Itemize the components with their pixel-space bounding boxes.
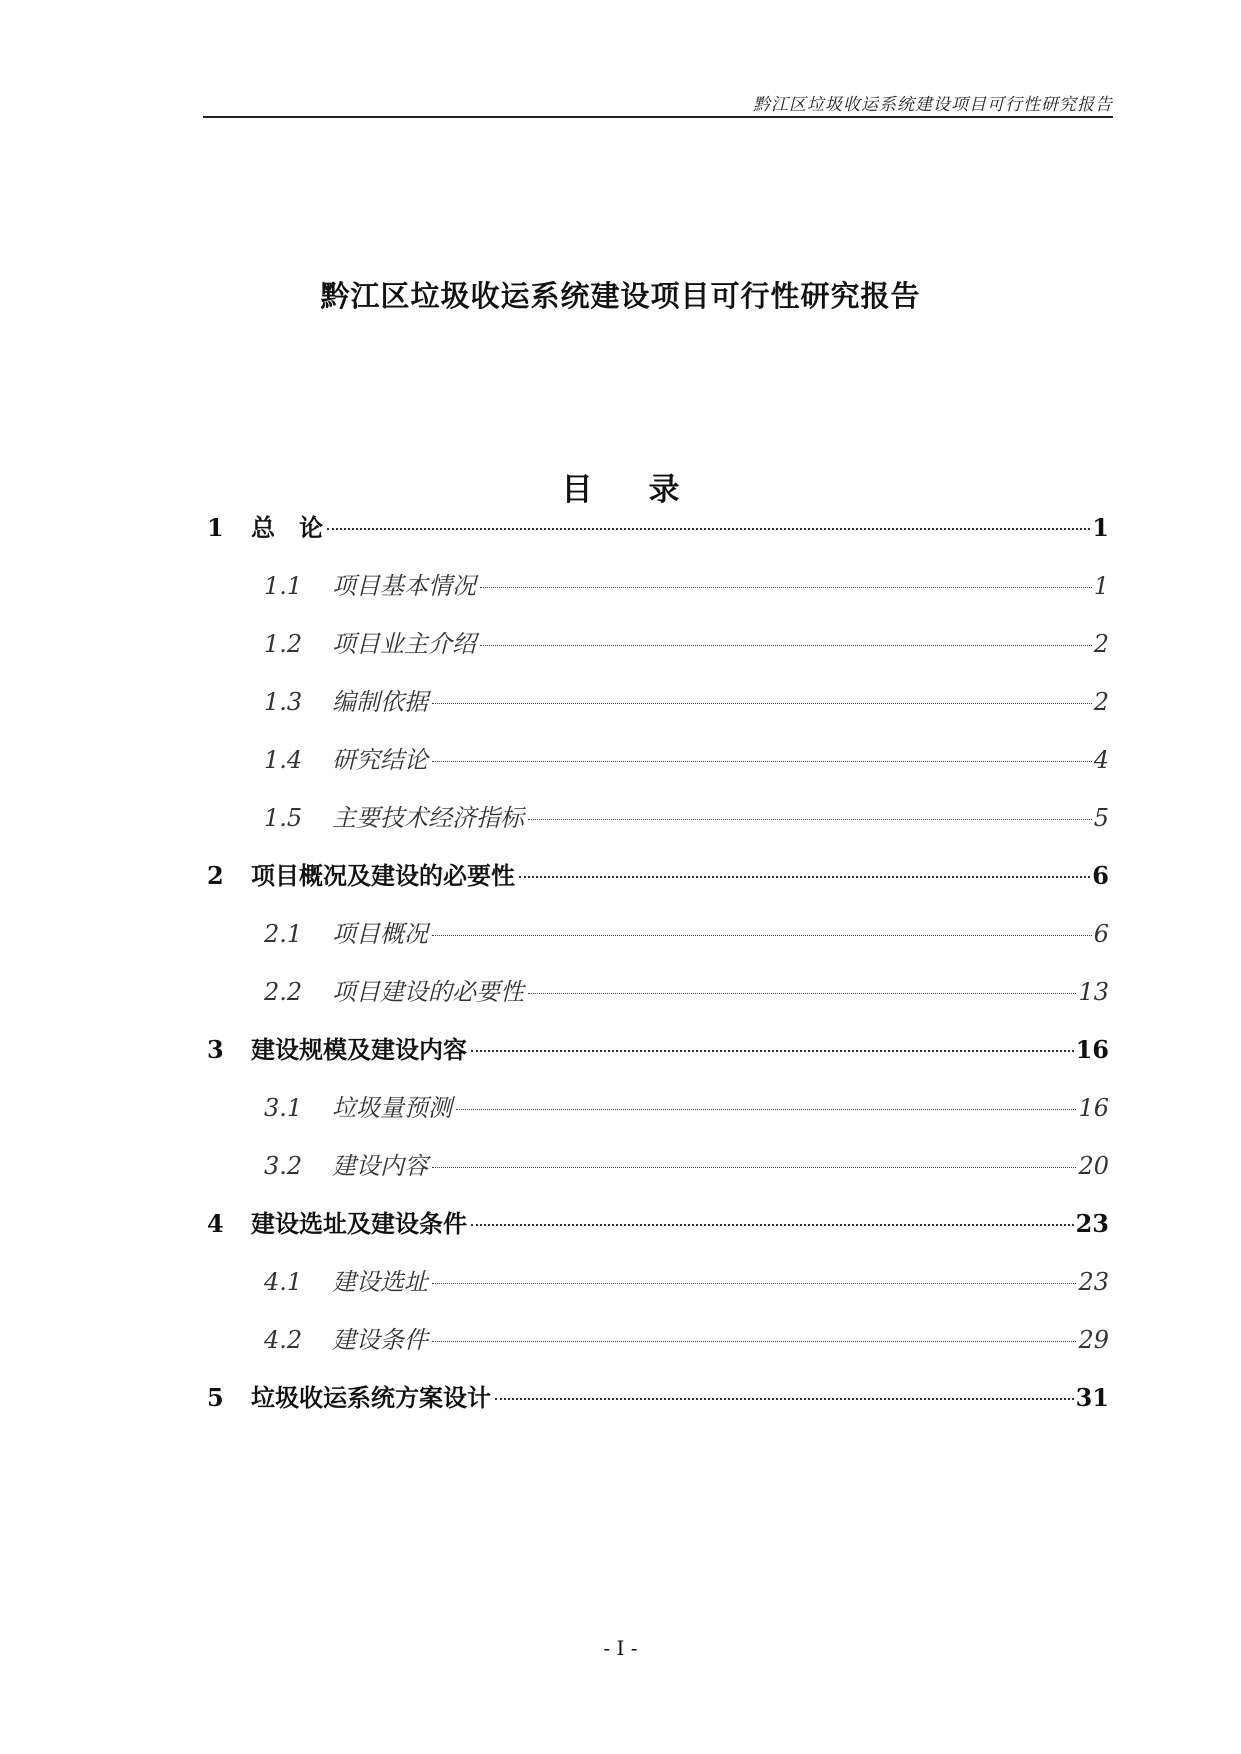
toc-entry-title: 研究结论 [332, 746, 428, 774]
document-title: 黔江区垃圾收运系统建设项目可行性研究报告 [320, 279, 921, 313]
toc-entry-title: 建设选址及建设条件 [251, 1210, 467, 1238]
toc-entry-number: 4 [207, 1209, 224, 1238]
toc-section-entry[interactable] [264, 1320, 1109, 1355]
toc-entry-number: 2.1 [264, 920, 303, 948]
page-number: - I - [603, 1636, 638, 1660]
toc-section-entry[interactable] [264, 624, 1109, 659]
toc-entry-page: 2 [1093, 630, 1109, 658]
toc-entry-title: 项目基本情况 [332, 572, 476, 600]
toc-dot-leader [432, 935, 1092, 936]
toc-entry-number: 5 [207, 1383, 224, 1412]
toc-entry-title: 建设选址 [332, 1268, 428, 1296]
toc-dot-leader [432, 1167, 1076, 1168]
toc-entry-title: 项目业主介绍 [332, 630, 476, 658]
toc-entry-page: 6 [1093, 920, 1109, 948]
toc-entry-page: 4 [1093, 746, 1109, 774]
toc-entry-title: 主要技术经济指标 [332, 804, 524, 832]
toc-entry-title: 编制依据 [332, 688, 428, 716]
toc-entry-number: 1.4 [264, 746, 303, 774]
toc-entry-page: 23 [1078, 1268, 1109, 1296]
toc-dot-leader [471, 1050, 1074, 1052]
toc-entry-page: 6 [1092, 861, 1109, 890]
toc-heading-left: 目 [561, 472, 593, 508]
toc-entry-number: 1.5 [264, 804, 303, 832]
toc-entry-number: 4.1 [264, 1268, 303, 1296]
toc-heading [0, 464, 1241, 509]
toc-section-entry[interactable] [264, 1088, 1109, 1123]
toc-dot-leader [519, 876, 1090, 878]
toc-entry-number: 2 [207, 861, 224, 890]
toc-entry-number: 1.3 [264, 688, 303, 716]
toc-chapter-entry[interactable] [207, 1204, 1109, 1239]
toc-entry-page: 29 [1078, 1326, 1109, 1354]
toc-dot-leader [480, 587, 1092, 588]
toc-dot-leader [432, 1283, 1076, 1284]
toc-entry-title: 建设内容 [332, 1152, 428, 1180]
toc-entry-number: 2.2 [264, 978, 303, 1006]
toc-entry-title: 项目概况及建设的必要性 [251, 862, 515, 890]
toc-dot-leader [528, 993, 1076, 994]
toc-chapter-entry[interactable] [207, 1378, 1109, 1413]
toc-section-entry[interactable] [264, 1262, 1109, 1297]
toc-dot-leader [528, 819, 1092, 820]
toc-heading-right: 录 [648, 472, 680, 508]
toc-entry-title: 总 论 [251, 514, 323, 542]
toc-dot-leader [327, 528, 1090, 530]
toc-section-entry[interactable] [264, 1146, 1109, 1181]
toc-entry-page: 16 [1075, 1035, 1109, 1064]
toc-section-entry[interactable] [264, 740, 1109, 775]
toc-entry-page: 13 [1078, 978, 1109, 1006]
toc-chapter-entry[interactable] [207, 1030, 1109, 1065]
toc-dot-leader [432, 1341, 1076, 1342]
toc-entry-title: 项目建设的必要性 [332, 978, 524, 1006]
toc-section-entry[interactable] [264, 798, 1109, 833]
toc-entry-title: 建设条件 [332, 1326, 428, 1354]
toc-entry-page: 5 [1093, 804, 1109, 832]
toc-entry-title: 垃圾量预测 [332, 1094, 452, 1122]
toc-entry-page: 2 [1093, 688, 1109, 716]
toc-entry-number: 1.2 [264, 630, 303, 658]
toc-dot-leader [480, 645, 1092, 646]
toc-entry-page: 31 [1075, 1383, 1109, 1412]
running-header-title: 黔江区垃圾收运系统建设项目可行性研究报告 [753, 95, 1113, 115]
toc-entry-number: 3 [207, 1035, 224, 1064]
toc-dot-leader [456, 1109, 1076, 1110]
toc-dot-leader [471, 1224, 1074, 1226]
toc-section-entry[interactable] [264, 914, 1109, 949]
toc-entry-title: 垃圾收运系统方案设计 [251, 1384, 491, 1412]
toc-entry-page: 1 [1092, 513, 1109, 542]
toc-entry-page: 23 [1075, 1209, 1109, 1238]
toc-dot-leader [432, 703, 1092, 704]
toc-section-entry[interactable] [264, 682, 1109, 717]
toc-entry-number: 3.2 [264, 1152, 303, 1180]
toc-dot-leader [495, 1398, 1074, 1400]
toc-entry-title: 建设规模及建设内容 [251, 1036, 467, 1064]
toc-entry-number: 1.1 [264, 572, 303, 600]
toc-chapter-entry[interactable] [207, 508, 1109, 543]
running-header [203, 88, 1113, 118]
toc-entry-number: 1 [207, 513, 224, 542]
toc-entry-page: 1 [1093, 572, 1109, 600]
toc-entry-page: 16 [1078, 1094, 1109, 1122]
toc-section-entry[interactable] [264, 566, 1109, 601]
toc-entry-title: 项目概况 [332, 920, 428, 948]
toc-dot-leader [432, 761, 1092, 762]
toc-section-entry[interactable] [264, 972, 1109, 1007]
toc-chapter-entry[interactable] [207, 856, 1109, 891]
toc-entry-number: 4.2 [264, 1326, 303, 1354]
toc-entry-page: 20 [1078, 1152, 1109, 1180]
toc-entry-number: 3.1 [264, 1094, 303, 1122]
